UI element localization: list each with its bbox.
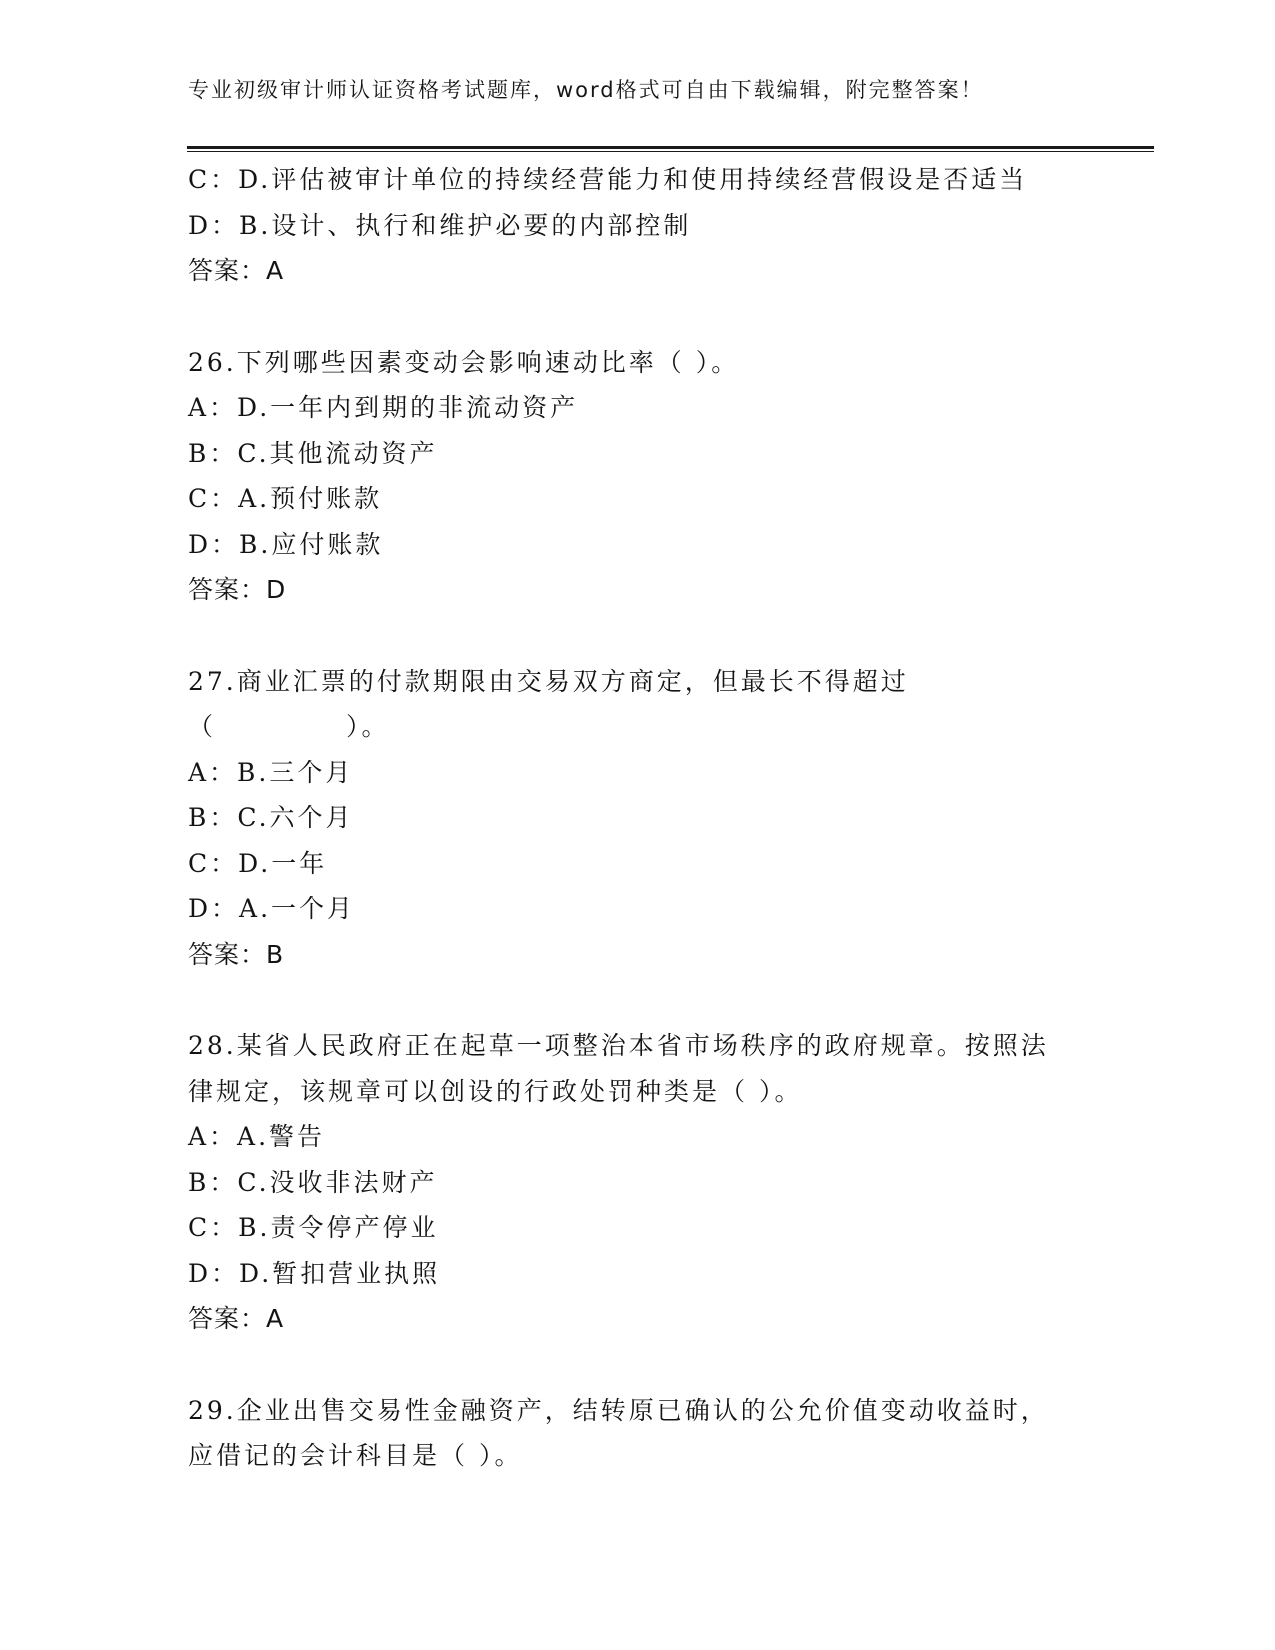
option-d: D：A.一个月 <box>188 894 356 923</box>
question-stem: 28.某省人民政府正在起草一项整治本省市场秩序的政府规章。按照法 <box>188 1031 1049 1060</box>
answer-line: 答案：A <box>188 1304 285 1333</box>
question-list <box>188 157 1108 1479</box>
option-b: B：C.其他流动资产 <box>188 438 438 468</box>
header-rule-thick <box>187 146 1154 149</box>
page-header: 专业初级审计师认证资格考试题库，word格式可自由下载编辑，附完整答案！ <box>188 78 984 102</box>
option-d: D：B.应付账款 <box>188 529 384 559</box>
blank-close: ）。 <box>346 712 390 741</box>
question-stem: 26.下列哪些因素变动会影响速动比率（ ）。 <box>188 347 740 377</box>
option-a: A：B.三个月 <box>188 757 354 787</box>
answer-line: 答案：A <box>188 256 285 285</box>
question-stem: 29.企业出售交易性金融资产，结转原已确认的公允价值变动收益时， <box>188 1395 1049 1425</box>
answer-line: 答案：D <box>188 575 287 604</box>
option-a: A：D.一年内到期的非流动资产 <box>188 393 579 422</box>
answer-line: 答案：B <box>188 939 285 969</box>
blank-open: （ <box>188 712 217 741</box>
option-d: D：D.暂扣营业执照 <box>188 1258 441 1288</box>
question-stem-continued <box>188 704 1108 750</box>
question-stem: 27.商业汇票的付款期限由交易双方商定，但最长不得超过 <box>188 666 909 696</box>
question-stem-continued: 应借记的会计科目是（ ）。 <box>188 1441 523 1470</box>
question-27 <box>188 659 1108 978</box>
option-d: D：B.设计、执行和维护必要的内部控制 <box>188 210 692 240</box>
option-c: C：D.评估被审计单位的持续经营能力和使用持续经营假设是否适当 <box>188 165 1028 194</box>
prev-question <box>188 157 1108 294</box>
question-28 <box>188 1023 1108 1342</box>
question-26 <box>188 340 1108 613</box>
option-a: A：A.警告 <box>188 1122 326 1151</box>
question-stem-continued: 律规定，该规章可以创设的行政处罚种类是（ ）。 <box>188 1076 803 1106</box>
header-rule-thin <box>187 151 1154 152</box>
option-c: C：D.一年 <box>188 848 328 878</box>
question-29 <box>188 1388 1108 1479</box>
option-c: C：A.预付账款 <box>188 484 383 513</box>
option-c: C：B.责令停产停业 <box>188 1213 439 1242</box>
option-b: B：C.六个月 <box>188 803 354 832</box>
option-b: B：C.没收非法财产 <box>188 1167 438 1197</box>
